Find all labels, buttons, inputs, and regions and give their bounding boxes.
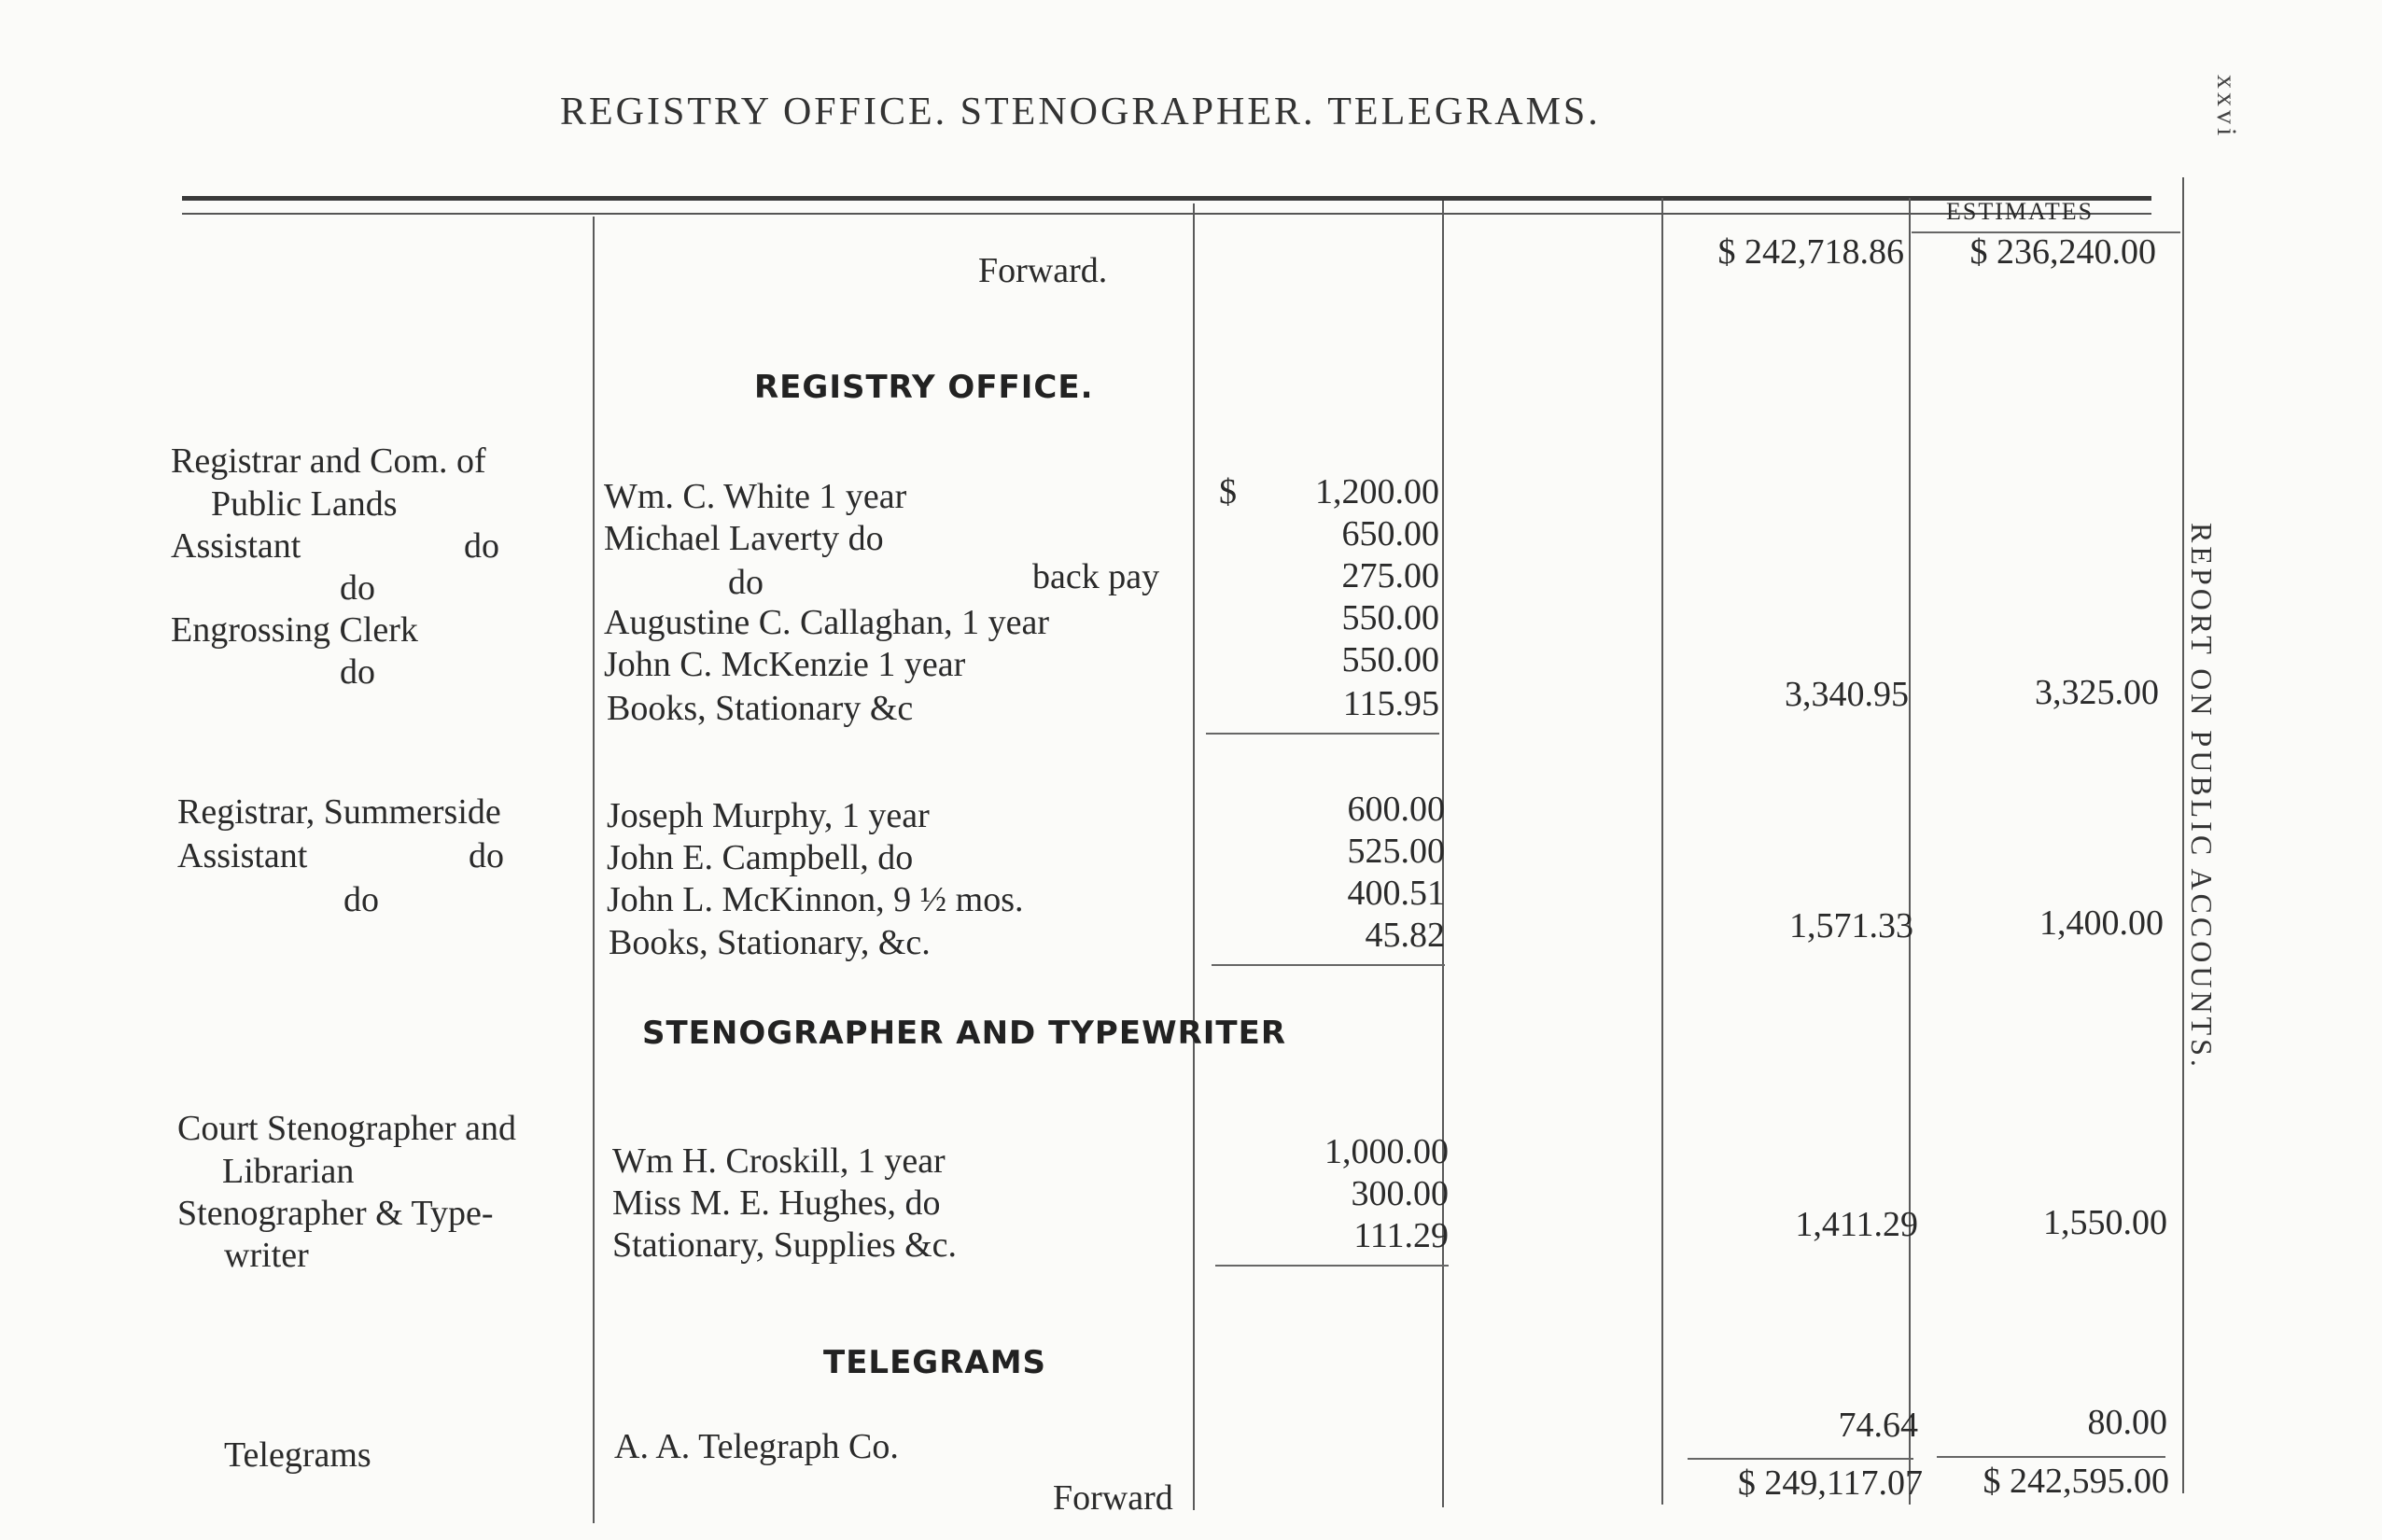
section-estimate: 80.00 [2087, 1403, 2167, 1442]
forward-label-bottom: Forward [1053, 1478, 1173, 1518]
position: Public Lands [211, 484, 398, 524]
amount: 525.00 [1347, 832, 1445, 871]
dollar-sign: $ [1219, 472, 1237, 511]
column-divider-1 [593, 217, 595, 1523]
position: Assistant [177, 836, 308, 875]
amount: 111.29 [1353, 1216, 1449, 1255]
amount: 1,000.00 [1324, 1132, 1449, 1171]
position: do [343, 880, 379, 919]
forward-label-top: Forward. [978, 251, 1108, 290]
total-rule [1688, 1458, 1913, 1460]
amount: 550.00 [1341, 598, 1439, 637]
payee: A. A. Telegraph Co. [614, 1427, 899, 1466]
subtotal-rule [1212, 964, 1445, 966]
header-rule-thin [182, 213, 2151, 215]
position: do [340, 652, 375, 692]
position: Registrar and Com. of [171, 441, 486, 481]
amount: 550.00 [1341, 640, 1439, 679]
position: Engrossing Clerk [171, 610, 418, 650]
position: do [340, 568, 375, 608]
column-divider-6 [2182, 177, 2184, 1493]
section-title-registry: REGISTRY OFFICE. [754, 369, 1094, 406]
section-estimate: 3,325.00 [2035, 673, 2159, 712]
amount: 1,200.00 [1315, 472, 1439, 511]
amount: 650.00 [1341, 514, 1439, 553]
amount: 45.82 [1365, 916, 1445, 955]
position: Court Stenographer and [177, 1109, 517, 1148]
position: Registrar, Summerside [177, 792, 501, 832]
column-divider-5 [1909, 198, 1911, 1505]
amount: 275.00 [1341, 556, 1439, 595]
section-total: 3,340.95 [1785, 675, 1909, 714]
amount: 400.51 [1347, 874, 1445, 913]
section-title-telegrams: TELEGRAMS [823, 1344, 1047, 1381]
estimate-rule [1937, 1456, 2165, 1458]
payee: Augustine C. Callaghan, 1 year [604, 603, 1050, 642]
payee: Michael Laverty do [604, 519, 884, 558]
column-divider-2 [1193, 203, 1195, 1510]
side-title: REPORT ON PUBLIC ACCOUNTS. [2185, 523, 2219, 1071]
position: do [464, 526, 499, 566]
forward-total-top: $ 242,718.86 [1717, 232, 1904, 272]
payee: Wm H. Croskill, 1 year [612, 1141, 946, 1181]
amount: 300.00 [1351, 1174, 1449, 1213]
position: Telegrams [224, 1435, 371, 1475]
payee: Miss M. E. Hughes, do [612, 1183, 941, 1223]
payee: do [728, 563, 764, 602]
subtotal-rule [1215, 1265, 1449, 1267]
forward-total-bottom: $ 249,117.07 [1737, 1463, 1923, 1503]
position: Librarian [222, 1152, 355, 1191]
page-title: REGISTRY OFFICE. STENOGRAPHER. TELEGRAMS. [560, 91, 1601, 133]
section-total: 74.64 [1838, 1406, 1918, 1445]
section-estimate: 1,400.00 [2039, 903, 2164, 943]
section-title-stenographer: STENOGRAPHER AND TYPEWRITER [642, 1015, 1286, 1052]
position: writer [224, 1236, 309, 1275]
column-divider-4 [1661, 198, 1663, 1505]
section-estimate: 1,550.00 [2043, 1203, 2167, 1242]
payee: John E. Campbell, do [607, 838, 914, 877]
payee: John C. McKenzie 1 year [604, 645, 966, 684]
position: Stenographer & Type- [177, 1194, 494, 1233]
subtotal-rule [1206, 733, 1439, 735]
amount: 115.95 [1342, 684, 1439, 723]
payee: Books, Stationary, &c. [609, 923, 931, 962]
position: do [469, 836, 504, 875]
payee: Books, Stationary &c [607, 689, 914, 728]
payee: John L. McKinnon, 9 ½ mos. [607, 880, 1024, 919]
amount: 600.00 [1347, 790, 1445, 829]
estimates-heading: ESTIMATES [1946, 198, 2095, 225]
forward-estimate-bottom: $ 242,595.00 [1983, 1462, 2169, 1501]
position: Assistant [171, 526, 301, 566]
payee-note: back pay [1032, 557, 1160, 596]
forward-estimate-top: $ 236,240.00 [1969, 232, 2156, 272]
payee: Joseph Murphy, 1 year [607, 796, 930, 835]
header-rule-heavy [182, 196, 2151, 201]
page-number: xxvi [2211, 75, 2242, 140]
payee: Wm. C. White 1 year [604, 477, 907, 516]
section-total: 1,411.29 [1795, 1205, 1918, 1244]
section-total: 1,571.33 [1789, 906, 1913, 945]
payee: Stationary, Supplies &c. [612, 1225, 958, 1265]
